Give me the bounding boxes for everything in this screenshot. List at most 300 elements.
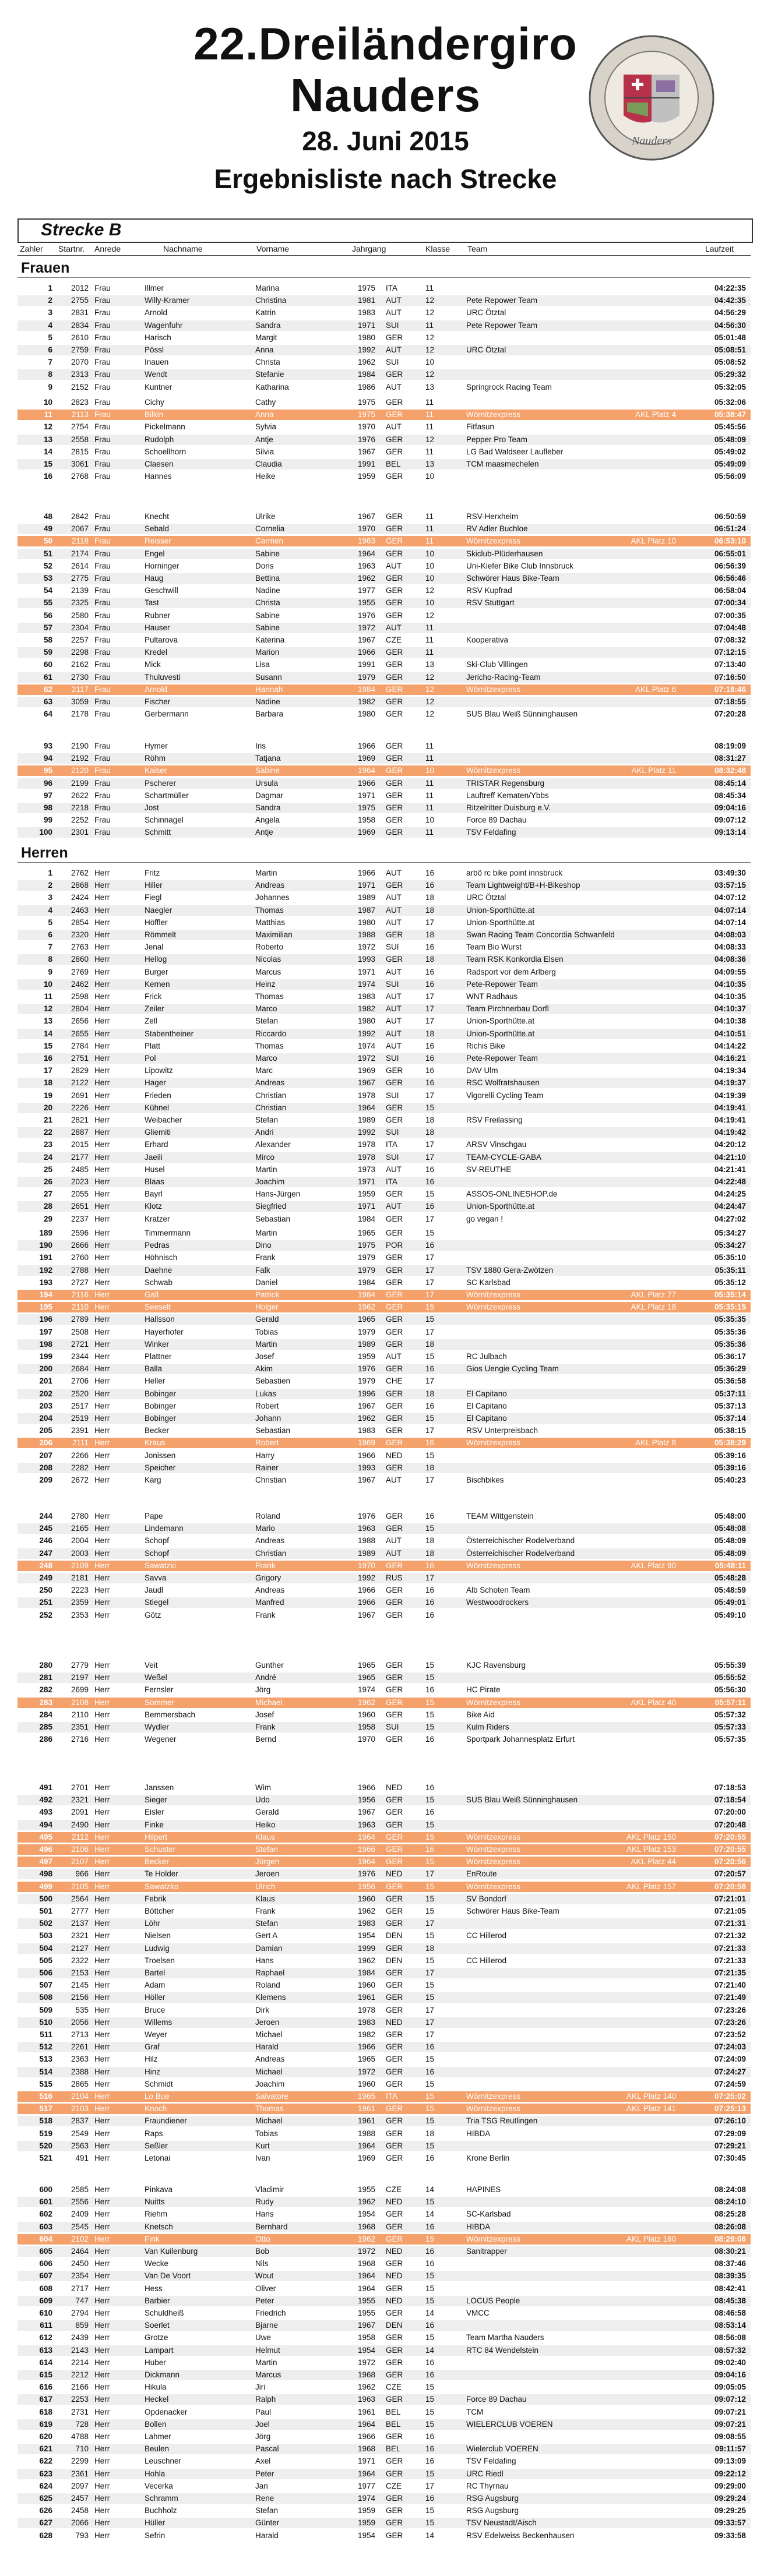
nation: GER — [386, 512, 403, 521]
place: 498 — [39, 1869, 52, 1879]
last-name: Hayerhofer — [145, 1327, 184, 1336]
birth-year: 1992 — [358, 1128, 376, 1137]
nation: GER — [386, 1103, 403, 1112]
finish-time: 06:55:01 — [714, 549, 746, 558]
result-row — [17, 1597, 751, 1608]
first-name: Alexander — [255, 1140, 291, 1149]
class: 12 — [425, 684, 435, 694]
place: 505 — [39, 1956, 52, 1965]
last-name: Wendt — [145, 370, 167, 379]
last-name: Bayrl — [145, 1190, 163, 1199]
place: 515 — [39, 2079, 52, 2088]
place: 249 — [39, 1573, 52, 1582]
class-rank: AKL Platz 18 — [631, 1303, 676, 1312]
team: HIBDA — [466, 2129, 491, 2138]
finish-time: 05:35:15 — [714, 1303, 746, 1312]
place: 520 — [39, 2141, 52, 2150]
nation: ITA — [386, 2092, 397, 2101]
place: 606 — [39, 2259, 52, 2268]
last-name: Veit — [145, 1661, 158, 1670]
first-name: Peter — [255, 2296, 274, 2305]
salutation: Herr — [94, 881, 110, 890]
birth-year: 1966 — [358, 1451, 376, 1460]
salutation: Herr — [94, 1165, 110, 1174]
salutation: Herr — [94, 1426, 110, 1435]
result-row — [17, 1918, 751, 1929]
start-number: 2066 — [71, 2518, 89, 2528]
last-name: Schartmüller — [145, 791, 189, 800]
first-name: Heiko — [255, 1820, 276, 1829]
last-name: Finke — [145, 1820, 164, 1829]
nation: GER — [386, 1414, 403, 1423]
birth-year: 1977 — [358, 2481, 376, 2490]
last-name: Bobinger — [145, 1414, 177, 1423]
team: Team Pirchnerbau Dorfl — [466, 1004, 549, 1014]
place: 492 — [39, 1795, 52, 1805]
team: Uni-Kiefer Bike Club Innsbruck — [466, 561, 573, 570]
finish-time: 05:38:29 — [714, 1438, 746, 1448]
nation: SUI — [386, 1091, 399, 1100]
first-name: Sandra — [255, 320, 281, 330]
finish-time: 09:04:16 — [714, 803, 746, 812]
birth-year: 1964 — [358, 1832, 376, 1841]
last-name: Geschwill — [145, 586, 178, 595]
birth-year: 1984 — [358, 1290, 376, 1299]
result-row — [17, 1844, 751, 1855]
result-row — [17, 1660, 751, 1671]
finish-time: 08:39:35 — [714, 2271, 746, 2281]
finish-time: 07:21:33 — [714, 1956, 746, 1965]
last-name: Bollen — [145, 2419, 167, 2429]
class: 16 — [425, 1165, 435, 1174]
birth-year: 1959 — [358, 472, 376, 481]
salutation: Herr — [94, 2321, 110, 2330]
finish-time: 07:18:55 — [714, 697, 746, 706]
last-name: Reisser — [145, 537, 171, 546]
salutation: Frau — [94, 308, 111, 317]
result-row — [17, 684, 751, 695]
last-name: Jaeili — [145, 1152, 163, 1162]
salutation: Frau — [94, 382, 111, 391]
team: HAPINES — [466, 2185, 501, 2194]
start-number: 535 — [75, 2005, 89, 2014]
result-row — [17, 2284, 751, 2294]
finish-time: 04:21:41 — [714, 1165, 746, 1174]
class: 15 — [425, 2518, 435, 2528]
nation: GER — [386, 2284, 403, 2293]
birth-year: 1982 — [358, 1004, 376, 1014]
class: 16 — [425, 2247, 435, 2256]
result-row — [17, 1956, 751, 1966]
place: 627 — [39, 2518, 52, 2528]
nation: GER — [386, 881, 403, 890]
salutation: Herr — [94, 1993, 110, 2002]
class: 17 — [425, 2030, 435, 2039]
result-row — [17, 422, 751, 432]
birth-year: 1964 — [358, 2419, 376, 2429]
class-rank: AKL Platz 150 — [626, 1832, 676, 1841]
salutation: Frau — [94, 672, 111, 682]
start-number: 2854 — [71, 918, 89, 927]
result-row — [17, 1943, 751, 1954]
nation: GER — [386, 2506, 403, 2515]
salutation: Herr — [94, 2067, 110, 2076]
salutation: Frau — [94, 803, 111, 812]
nation: GER — [386, 2129, 403, 2138]
class: 11 — [425, 524, 434, 534]
finish-time: 05:40:23 — [714, 1476, 746, 1484]
class: 12 — [425, 333, 435, 342]
salutation: Herr — [94, 2197, 110, 2207]
start-number: 2351 — [71, 1723, 89, 1731]
place: 3 — [48, 308, 52, 317]
nation: ITA — [386, 1140, 397, 1149]
last-name: Kaiser — [145, 766, 167, 775]
start-number: 3059 — [71, 697, 89, 706]
start-number: 2353 — [71, 1610, 89, 1619]
section-divider — [17, 862, 751, 863]
team: SUS Blau Weiß Sünninghausen — [466, 1795, 578, 1805]
birth-year: 1955 — [358, 2296, 376, 2305]
nation: GER — [386, 2141, 403, 2150]
col-klasse: Klasse — [425, 244, 450, 253]
salutation: Herr — [94, 1339, 110, 1349]
result-row — [17, 2419, 751, 2430]
first-name: Marco — [255, 1004, 277, 1014]
result-row — [17, 2042, 751, 2052]
birth-year: 1954 — [358, 2345, 376, 2355]
start-number: 2012 — [71, 284, 89, 292]
place: 8 — [48, 370, 52, 379]
nation: SUI — [386, 1054, 399, 1063]
start-number: 966 — [75, 1869, 89, 1879]
class: 15 — [425, 2407, 435, 2416]
birth-year: 1979 — [358, 1253, 376, 1262]
salutation: Herr — [94, 1041, 110, 1050]
salutation: Frau — [94, 410, 111, 419]
nation: AUT — [386, 1202, 402, 1211]
last-name: Kredel — [145, 648, 168, 657]
nation: GER — [386, 1290, 403, 1299]
result-row — [17, 2116, 751, 2126]
finish-time: 05:38:47 — [714, 410, 746, 419]
class: 15 — [425, 2296, 435, 2305]
result-row — [17, 1451, 751, 1461]
finish-time: 05:55:39 — [714, 1661, 746, 1670]
start-number: 2727 — [71, 1278, 89, 1287]
nation: AUT — [386, 1536, 402, 1545]
class: 11 — [425, 778, 434, 788]
team: Gios Uengie Cycling Team — [466, 1364, 559, 1374]
first-name: Patrick — [255, 1290, 280, 1299]
birth-year: 1965 — [358, 1229, 376, 1237]
finish-time: 05:48:09 — [714, 435, 746, 444]
team: Wörnitzexpress — [466, 766, 521, 775]
class: 16 — [425, 1078, 435, 1088]
last-name: Bobinger — [145, 1389, 177, 1398]
last-name: Jenal — [145, 943, 164, 952]
class-rank: AKL Platz 6 — [635, 684, 676, 694]
team: TSV 1880 Gera-Zwötzen — [466, 1265, 554, 1275]
start-number: 2731 — [71, 2407, 89, 2416]
finish-time: 07:21:32 — [714, 1931, 746, 1940]
salutation: Herr — [94, 1190, 110, 1199]
birth-year: 1954 — [358, 2531, 376, 2540]
start-number: 2156 — [71, 1993, 89, 2002]
birth-year: 1958 — [358, 1723, 376, 1731]
nation: GER — [386, 710, 403, 719]
result-row — [17, 1029, 751, 1039]
salutation: Herr — [94, 1524, 110, 1533]
result-row — [17, 1401, 751, 1411]
salutation: Herr — [94, 1152, 110, 1162]
birth-year: 1965 — [358, 1661, 376, 1670]
nation: AUT — [386, 1165, 402, 1174]
result-row — [17, 2382, 751, 2392]
salutation: Frau — [94, 561, 111, 570]
nation: GER — [386, 1253, 403, 1262]
salutation: Herr — [94, 2079, 110, 2088]
finish-time: 05:32:06 — [714, 398, 746, 407]
team: WIELERCLUB VOEREN — [466, 2419, 553, 2429]
place: 63 — [43, 697, 52, 706]
class: 15 — [425, 2333, 435, 2342]
nation: RUS — [386, 1573, 403, 1582]
nation: ITA — [386, 284, 397, 292]
last-name: Schmitt — [145, 828, 171, 837]
nation: GER — [386, 1438, 403, 1448]
salutation: Herr — [94, 1586, 110, 1595]
nation: GER — [386, 2457, 403, 2466]
salutation: Frau — [94, 512, 111, 521]
birth-year: 1966 — [358, 2432, 376, 2441]
last-name: Lampart — [145, 2345, 174, 2355]
first-name: Margit — [255, 333, 277, 342]
place: 252 — [39, 1610, 52, 1619]
class: 17 — [425, 1091, 435, 1100]
team: Wörnitzexpress — [466, 1845, 521, 1854]
finish-time: 07:08:32 — [714, 636, 746, 644]
result-row — [17, 2345, 751, 2356]
place: 93 — [43, 742, 52, 750]
start-number: 2165 — [71, 1524, 89, 1533]
start-number: 2137 — [71, 1919, 89, 1928]
start-number: 2304 — [71, 623, 89, 632]
result-row — [17, 2067, 751, 2077]
nation: GER — [386, 766, 403, 775]
first-name: Sabine — [255, 611, 280, 620]
place: 48 — [43, 512, 52, 521]
birth-year: 1965 — [358, 2092, 376, 2101]
last-name: Pinkava — [145, 2185, 173, 2194]
salutation: Herr — [94, 2358, 110, 2367]
class: 11 — [425, 410, 434, 419]
last-name: Hohla — [145, 2469, 166, 2478]
finish-time: 04:56:29 — [714, 308, 746, 317]
class-rank: AKL Platz 77 — [631, 1290, 676, 1299]
class: 18 — [425, 955, 435, 964]
place: 14 — [43, 447, 52, 456]
first-name: Rainer — [255, 1463, 279, 1472]
class: 16 — [425, 2321, 435, 2330]
team: Pete-Repower Team — [466, 1054, 538, 1063]
place: 11 — [44, 992, 52, 1001]
start-number: 2558 — [71, 435, 89, 444]
place: 247 — [39, 1548, 52, 1558]
salutation: Herr — [94, 1054, 110, 1063]
result-row — [17, 979, 751, 990]
class: 11 — [425, 398, 434, 407]
result-row — [17, 1165, 751, 1175]
last-name: Pedras — [145, 1241, 170, 1250]
start-number: 2197 — [71, 1673, 89, 1682]
class-rank: AKL Platz 141 — [626, 2104, 676, 2113]
team: Union-Sporthütte.at — [466, 905, 535, 915]
place: 208 — [39, 1463, 52, 1472]
first-name: Damian — [255, 1943, 283, 1953]
finish-time: 07:23:52 — [714, 2030, 746, 2039]
place: 508 — [39, 1993, 52, 2002]
birth-year: 1971 — [358, 1202, 376, 1211]
result-row — [17, 410, 751, 420]
birth-year: 1966 — [358, 1598, 376, 1607]
event-title: 22.Dreiländergiro — [193, 18, 578, 69]
result-row — [17, 1475, 751, 1485]
finish-time: 04:10:51 — [714, 1029, 746, 1038]
start-number: 2823 — [71, 398, 89, 407]
salutation: Herr — [94, 2210, 110, 2219]
birth-year: 1970 — [358, 1735, 376, 1744]
result-row — [17, 1177, 751, 1187]
class: 15 — [425, 2079, 435, 2088]
first-name: Ralph — [255, 2395, 276, 2404]
class-rank: AKL Platz 11 — [631, 766, 676, 775]
start-number: 2691 — [71, 1091, 89, 1100]
first-name: Christa — [255, 358, 280, 367]
last-name: Speicher — [145, 1463, 176, 1472]
start-number: 2282 — [71, 1463, 89, 1472]
start-number: 2325 — [71, 598, 89, 608]
start-number: 2775 — [71, 574, 89, 583]
result-row — [17, 1820, 751, 1830]
birth-year: 1961 — [358, 2104, 376, 2113]
first-name: Hans — [255, 2210, 274, 2219]
nation: GER — [386, 1327, 403, 1336]
birth-year: 1966 — [358, 2042, 376, 2052]
first-name: Michael — [255, 1698, 283, 1707]
last-name: Dickmann — [145, 2370, 180, 2379]
nation: CZE — [386, 2185, 402, 2194]
nation: GER — [386, 2345, 403, 2355]
birth-year: 1978 — [358, 2005, 376, 2014]
nation: GER — [386, 1685, 403, 1695]
class: 18 — [425, 1128, 435, 1137]
nation: GER — [386, 1265, 403, 1275]
last-name: Timmermann — [145, 1229, 191, 1237]
start-number: 2755 — [71, 296, 89, 305]
nation: GER — [386, 1426, 403, 1435]
finish-time: 07:21:33 — [714, 1943, 746, 1953]
start-number: 2794 — [71, 2309, 89, 2317]
place: 193 — [39, 1278, 52, 1287]
last-name: Seßler — [145, 2141, 168, 2150]
class: 12 — [425, 308, 435, 317]
first-name: Heinz — [255, 979, 276, 989]
last-name: Jost — [145, 803, 159, 812]
class: 16 — [425, 2259, 435, 2268]
birth-year: 1984 — [358, 1278, 376, 1287]
nation: AUT — [386, 422, 402, 432]
start-number: 2701 — [71, 1783, 89, 1792]
start-number: 2261 — [71, 2042, 89, 2052]
last-name: Kratzer — [145, 1214, 170, 1223]
salutation: Herr — [94, 1968, 110, 1977]
finish-time: 05:48:28 — [714, 1573, 746, 1582]
result-row — [17, 320, 751, 331]
salutation: Herr — [94, 2296, 110, 2305]
birth-year: 1980 — [358, 333, 376, 342]
salutation: Frau — [94, 370, 111, 379]
birth-year: 1971 — [358, 2457, 376, 2466]
class: 15 — [425, 1710, 435, 1719]
start-number: 2361 — [71, 2469, 89, 2478]
class: 18 — [425, 1463, 435, 1472]
birth-year: 1975 — [358, 284, 376, 292]
first-name: Gerald — [255, 1315, 279, 1324]
nation: GER — [386, 2116, 403, 2126]
team: TSV Neustadt/Aisch — [466, 2518, 537, 2528]
col-zahler: Zahler — [20, 244, 43, 253]
start-number: 2162 — [71, 660, 89, 669]
finish-time: 05:45:56 — [714, 422, 746, 432]
salutation: Herr — [94, 1066, 110, 1075]
last-name: Van Kuilenburg — [145, 2247, 198, 2256]
first-name: Wout — [255, 2271, 274, 2281]
nation: POR — [386, 1241, 403, 1250]
finish-time: 05:35:10 — [714, 1253, 746, 1262]
last-name: Bemmersbach — [145, 1710, 196, 1719]
birth-year: 1959 — [358, 2506, 376, 2515]
finish-time: 04:19:39 — [714, 1091, 746, 1100]
class: 16 — [425, 1177, 435, 1186]
class: 11 — [425, 742, 434, 750]
column-header — [17, 244, 751, 256]
start-number: 2779 — [71, 1661, 89, 1670]
finish-time: 07:20:58 — [714, 1882, 746, 1891]
salutation: Herr — [94, 2333, 110, 2342]
class: 15 — [425, 2116, 435, 2126]
first-name: Johann — [255, 1414, 281, 1423]
last-name: Thuluvesti — [145, 672, 181, 682]
class: 18 — [425, 905, 435, 915]
place: 98 — [43, 803, 52, 812]
start-number: 2237 — [71, 1214, 89, 1223]
result-row — [17, 1041, 751, 1051]
class: 13 — [425, 460, 435, 468]
last-name: Höffler — [145, 918, 168, 927]
finish-time: 09:02:40 — [714, 2358, 746, 2367]
salutation: Frau — [94, 549, 111, 558]
last-name: Daehne — [145, 1265, 172, 1275]
last-name: Pape — [145, 1512, 163, 1520]
class: 18 — [425, 930, 435, 939]
class: 16 — [425, 1586, 435, 1595]
start-number: 2751 — [71, 1054, 89, 1063]
place: 502 — [39, 1919, 52, 1928]
nation: GER — [386, 2494, 403, 2503]
birth-year: 1962 — [358, 2197, 376, 2207]
start-number: 2102 — [71, 2234, 89, 2243]
